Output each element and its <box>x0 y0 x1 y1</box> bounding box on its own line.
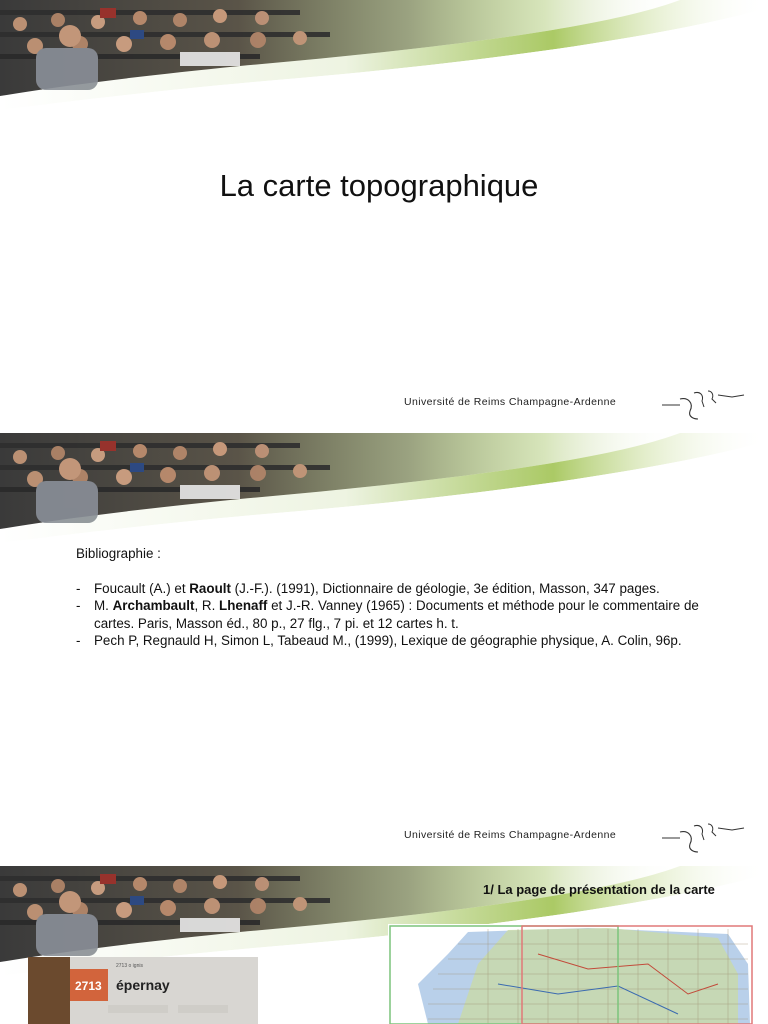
university-name: Université de Reims Champagne-Ardenne <box>404 829 617 841</box>
bibliography-list <box>76 580 716 650</box>
entry-author-bold: Lhenaff <box>219 598 268 613</box>
university-logo-mark-icon <box>660 385 746 426</box>
map-sheet-name: épernay <box>116 977 170 993</box>
entry-text: , R. <box>194 598 220 613</box>
entry-text: Foucault (A.) et <box>94 580 190 596</box>
slide-bibliography <box>0 433 768 866</box>
entry-text: et J.-R. Vanney (1965) : Documents et méthode pour le commentaire de cartes. Paris, Masson éd., 80 p., 27 flg., 7 pi. et 12 cartes h. t. <box>94 598 699 631</box>
list-dash: - <box>76 580 81 596</box>
map-sheet-number: 2713 <box>75 979 102 993</box>
bibliography-entry <box>76 597 716 632</box>
list-dash: - <box>76 598 81 613</box>
bibliography-heading: Bibliographie : <box>76 546 161 561</box>
entry-author-bold: Archambault <box>112 598 195 613</box>
bibliography-entry <box>76 580 716 598</box>
section-heading: 1/ La page de présentation de la carte <box>483 882 715 897</box>
university-footer-logo <box>404 385 744 421</box>
slide-map-presentation <box>0 866 768 1024</box>
list-dash: - <box>76 633 81 648</box>
classroom-banner-image <box>0 433 768 543</box>
slide-title-page <box>0 0 768 432</box>
map-cover-photo <box>28 957 258 1024</box>
entry-author-bold: Raoult <box>189 580 231 596</box>
university-footer-logo <box>404 818 744 854</box>
map-sheet-small-text: 2713 o ignis <box>116 963 143 969</box>
classroom-banner-image <box>0 0 768 110</box>
bibliography-block <box>76 545 716 650</box>
university-name: Université de Reims Champagne-Ardenne <box>404 396 617 408</box>
university-logo-mark-icon <box>660 818 746 859</box>
entry-text: (J.-F.). (1991), Dictionnaire de géologie, 3e édition, Masson, 347 pages. <box>230 580 660 596</box>
map-index-image <box>388 924 756 1024</box>
entry-text: Pech P, Regnauld H, Simon L, Tabeaud M., (1999), Lexique de géographie physique, A. Colin, 96p. <box>94 633 682 648</box>
slide-title: La carte topographique <box>219 168 539 203</box>
bibliography-entry <box>76 632 716 650</box>
entry-text: M. <box>94 598 113 613</box>
